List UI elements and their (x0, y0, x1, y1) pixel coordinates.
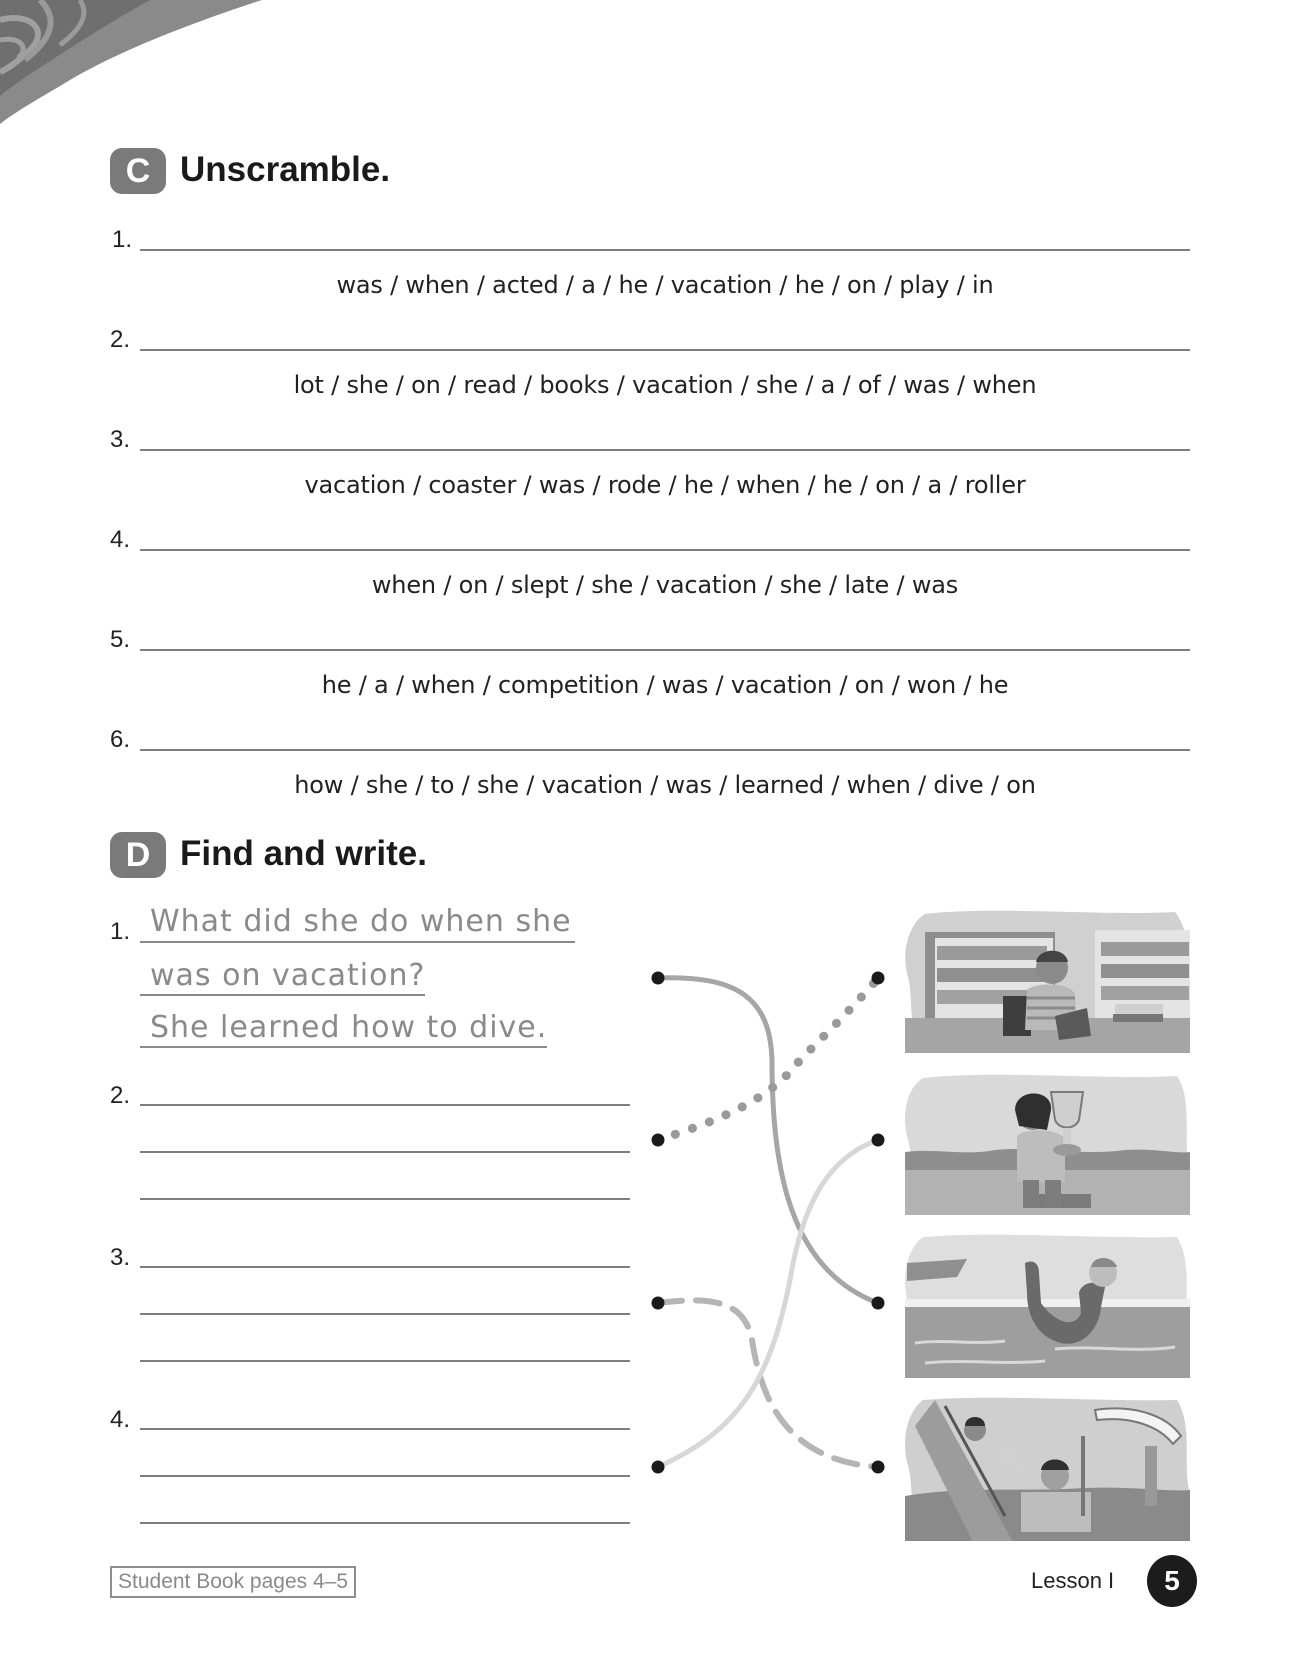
scrambled-words-1: was / when / acted / a / he / vacation / he / on / play / in (336, 271, 994, 299)
picture-boy-reading-library (905, 908, 1190, 1053)
example-trace-line-2: was on vacation? (150, 958, 426, 993)
item-number: 5. (110, 626, 131, 653)
item-number: 4. (110, 526, 131, 553)
scrambled-words-3: vacation / coaster / was / rode / he / when / he / on / a / roller (304, 471, 1026, 499)
item-number: 2. (110, 326, 131, 353)
item-number: 4. (110, 1406, 131, 1433)
lesson-label: Lesson I (1031, 1568, 1115, 1593)
scrambled-words-2: lot / she / on / read / books / vacation / she / a / of / was / when (293, 371, 1037, 399)
section-c-badge: C (110, 148, 166, 194)
scrambled-words-6: how / she / to / she / vacation / was / learned / when / dive / on (294, 771, 1036, 799)
item-number: 3. (110, 1244, 131, 1271)
picture-girl-diving (905, 1233, 1190, 1378)
scrambled-words-4: when / on / slept / she / vacation / she / late / was (371, 571, 959, 599)
item-number: 6. (110, 726, 131, 753)
item-number: 2. (110, 1082, 131, 1109)
section-d-title: Find and write. (180, 834, 427, 873)
item-number: 3. (110, 426, 131, 453)
example-trace-line-3: She learned how to dive. (150, 1010, 548, 1045)
section-c-title: Unscramble. (180, 150, 391, 189)
item-number: 1. (112, 226, 133, 253)
student-book-reference: Student Book pages 4–5 (110, 1566, 356, 1598)
picture-kids-roller-coaster (905, 1396, 1190, 1541)
picture-girl-with-trophy (905, 1070, 1190, 1215)
example-trace-line-1: What did she do when she (150, 904, 572, 939)
item-number: 1. (110, 918, 131, 945)
page-number-badge: 5 (1147, 1555, 1197, 1607)
section-d-badge: D (110, 832, 166, 878)
scrambled-words-5: he / a / when / competition / was / vacation / on / won / he (321, 671, 1009, 699)
